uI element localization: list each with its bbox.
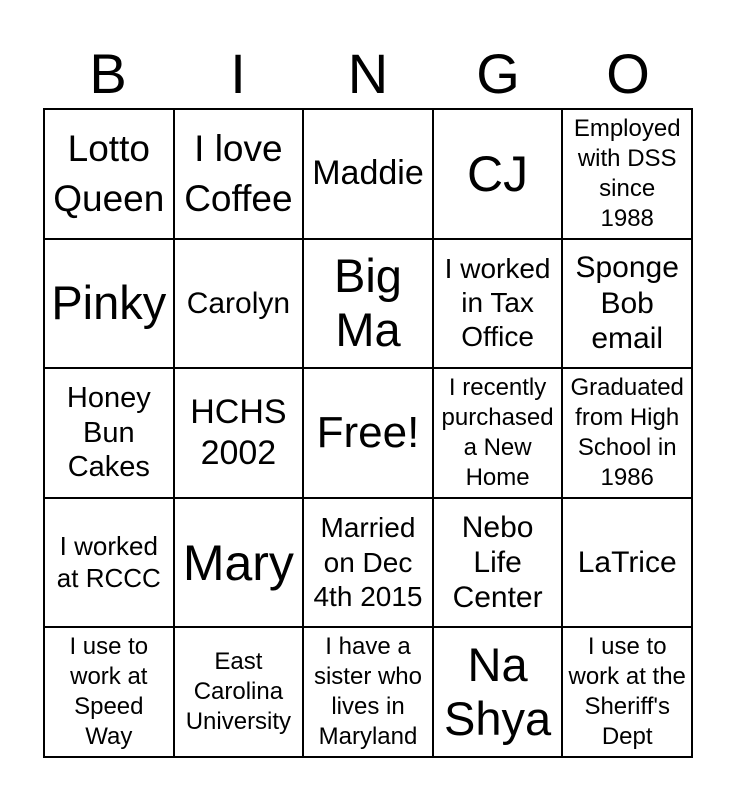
cell-text: East Carolina University: [185, 648, 292, 736]
bingo-cell[interactable]: [562, 627, 692, 757]
cell-text: I love Coffee: [184, 128, 293, 219]
bingo-cell[interactable]: [303, 627, 433, 757]
bingo-cell[interactable]: [44, 109, 174, 239]
bingo-cell[interactable]: [174, 109, 304, 239]
bingo-cell[interactable]: [433, 498, 563, 628]
cell-text: HCHS 2002: [190, 393, 287, 472]
bingo-cell[interactable]: [44, 239, 174, 369]
bingo-cell[interactable]: [562, 498, 692, 628]
cell-text: CJ: [467, 145, 529, 202]
cell-text: Nebo Life Center: [452, 510, 543, 615]
cell-text: I use to work at the Sheriff's Dept: [568, 633, 686, 751]
cell-text: I have a sister who lives in Maryland: [313, 633, 423, 751]
cell-text: Mary: [182, 534, 294, 591]
cell-text: Employed with DSS since 1988: [573, 114, 681, 232]
cell-text: Na Shya: [444, 637, 552, 746]
header-letter-i: I: [230, 42, 246, 105]
bingo-cell[interactable]: [562, 239, 692, 369]
bingo-cell[interactable]: [433, 109, 563, 239]
cell-text: Sponge Bob email: [575, 251, 679, 356]
cell-text: I use to work at Speed Way: [69, 633, 149, 751]
cell-text: Carolyn: [186, 286, 291, 320]
cell-text: Lotto Queen: [53, 128, 165, 219]
cell-text: Maddie: [312, 154, 424, 193]
cell-text: Big Ma: [334, 248, 402, 357]
bingo-cell[interactable]: [174, 627, 304, 757]
header-letter-n: N: [347, 42, 389, 105]
bingo-cell[interactable]: [433, 368, 563, 498]
bingo-cell[interactable]: [433, 627, 563, 757]
header-letter-g: G: [476, 42, 520, 105]
bingo-cell[interactable]: [174, 368, 304, 498]
cell-text: I recently purchased a New Home: [441, 373, 554, 491]
cell-text: Married on Dec 4th 2015: [313, 512, 423, 612]
cell-text: I worked at RCCC: [56, 531, 161, 593]
bingo-cell[interactable]: [44, 627, 174, 757]
bingo-header: [43, 40, 693, 108]
cell-text: Free!: [316, 407, 420, 457]
bingo-cell[interactable]: [562, 368, 692, 498]
bingo-cell[interactable]: [433, 239, 563, 369]
bingo-board: [43, 108, 693, 758]
bingo-cell[interactable]: [303, 368, 433, 498]
bingo-cell[interactable]: [44, 498, 174, 628]
bingo-cell[interactable]: [303, 109, 433, 239]
bingo-cell[interactable]: [174, 498, 304, 628]
bingo-cell[interactable]: [44, 368, 174, 498]
cell-text: Honey Bun Cakes: [66, 381, 151, 484]
cell-text: I worked in Tax Office: [444, 253, 551, 353]
cell-text: Graduated from High School in 1986: [570, 373, 684, 491]
cell-text: LaTrice: [577, 545, 677, 579]
cell-text: Pinky: [51, 276, 167, 330]
bingo-cell[interactable]: [174, 239, 304, 369]
header-letter-o: O: [606, 42, 650, 105]
bingo-cell[interactable]: [562, 109, 692, 239]
bingo-cell[interactable]: [303, 498, 433, 628]
bingo-cell[interactable]: [303, 239, 433, 369]
header-letter-b: B: [89, 42, 127, 105]
